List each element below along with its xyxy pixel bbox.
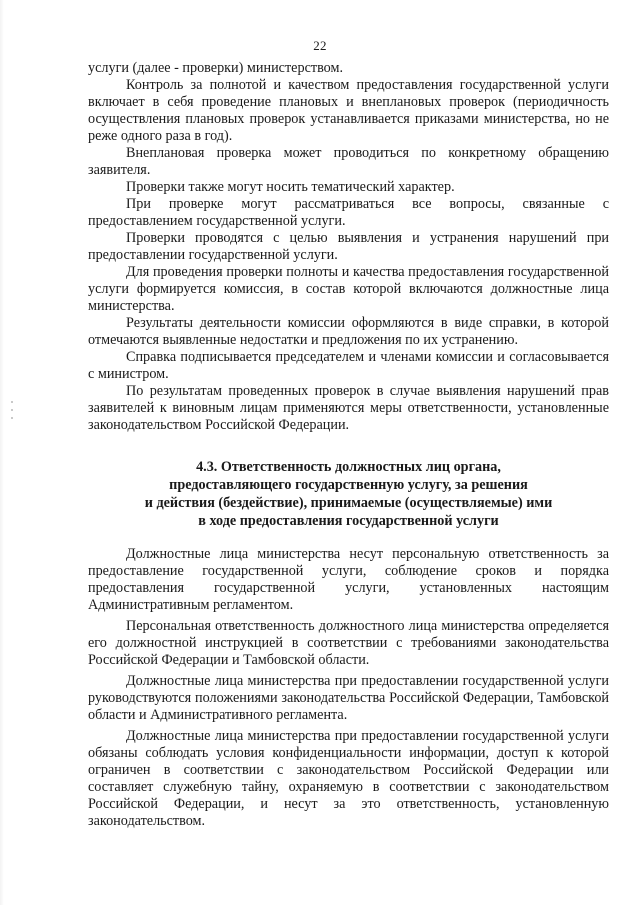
paragraph-confidentiality: Должностные лица министерства при предоставлении государственной услуги обязаны соблюдать условия конфиденциальности информации, доступ к которой ограничен в соответствии с законодательством Российской Федерации или составляет служебную тайну, охраняемую в соответствии с законодательством Российской Федерации, и несут за это ответственность, установленную законодательством. [88, 728, 609, 829]
paragraph-unscheduled-inspection: Внеплановая проверка может проводиться по конкретному обращению заявителя. [88, 145, 609, 178]
paragraph-inspection-purpose: Проверки проводятся с целью выявления и устранения нарушений при предоставлении государственной услуги. [88, 230, 609, 263]
section-heading-line: предоставляющего государственную услугу, за решения [169, 477, 528, 493]
paragraph-report-signing: Справка подписывается председателем и членами комиссии и согласовывается с министром. [88, 349, 609, 382]
paragraph-continuation: услуги (далее - проверки) министерством. [88, 60, 344, 76]
body-text-bottom [88, 546, 609, 834]
paragraph-job-description: Персональная ответственность должностного лица министерства определяется его должностной инструкцией в соответствии с требованиями законодательства Российской Федерации и Тамбовской области. [88, 618, 609, 668]
paragraph-inspection-questions: При проверке могут рассматриваться все вопросы, связанные с предоставлением государственной услуги. [88, 196, 609, 229]
paragraph-commission-results: Результаты деятельности комиссии оформляются в виде справки, в которой отмечаются выявленные недостатки и предложения по их устранению. [88, 315, 609, 348]
scan-mark [11, 417, 13, 419]
paragraph-control-scope: Контроль за полнотой и качеством предоставления государственной услуги включает в себя проведение плановых и внеплановых проверок (периодичность осуществления плановых проверок устанавливается приказами министерства, но не реже одного раза в год). [88, 77, 609, 144]
page-number: 22 [313, 38, 327, 53]
section-heading-line: 4.3. Ответственность должностных лиц органа, [196, 459, 501, 475]
scan-edge-shadow [0, 0, 4, 905]
section-heading-line: в ходе предоставления государственной услуги [198, 513, 499, 529]
section-heading [88, 458, 609, 530]
paragraph-violations-liability: По результатам проведенных проверок в случае выявления нарушений прав заявителей к виновным лицам применяются меры ответственности, установленные законодательством Российской Федерации. [88, 383, 609, 433]
scan-mark [11, 409, 13, 411]
section-heading-line: и действия (бездействие), принимаемые (осуществляемые) ими [144, 495, 553, 511]
paragraph-personal-responsibility: Должностные лица министерства несут персональную ответственность за предоставление государственной услуги, соблюдение сроков и порядка предоставления государственной услуги, установленных настоящим Административным регламентом. [88, 546, 609, 613]
paragraph-commission: Для проведения проверки полноты и качества предоставления государственной услуги формируется комиссия, в состав которой включаются должностные лица министерства. [88, 264, 609, 314]
body-text-top [88, 60, 609, 434]
margin-scan-marks [8, 395, 18, 435]
scan-mark [11, 401, 13, 403]
paragraph-legislation-guidance: Должностные лица министерства при предоставлении государственной услуги руководствуются положениями законодательства Российской Федерации, Тамбовской области и Административного регламента. [88, 673, 609, 723]
paragraph-thematic-inspection: Проверки также могут носить тематический характер. [126, 179, 455, 195]
